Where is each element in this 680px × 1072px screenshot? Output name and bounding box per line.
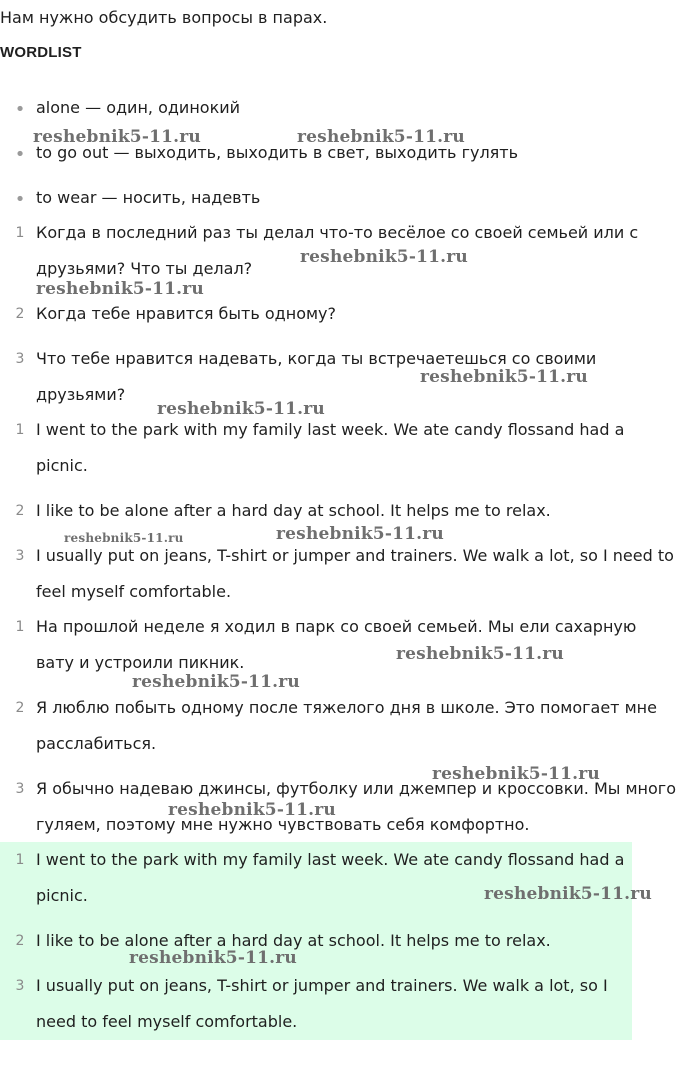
item-line: Когда в последний раз ты делал что-то весёлое со своей семьей или с <box>36 223 639 242</box>
watermark: reshebnik5-11.ru <box>396 644 564 664</box>
item-number: 1 <box>15 422 25 438</box>
item-line: Я люблю побыть одному после тяжелого дня в школе. Это помогает мне <box>36 698 657 717</box>
wordlist-item-text: to wear — носить, надевть <box>36 188 261 207</box>
item-line: picnic. <box>36 456 88 475</box>
watermark: reshebnik5-11.ru <box>276 524 444 544</box>
watermark: reshebnik5-11.ru <box>168 800 336 820</box>
item-line: вату и устроили пикник. <box>36 653 245 672</box>
item-number: 3 <box>15 548 25 564</box>
item-line: I usually put on jeans, T-shirt or jumper and trainers. We walk a lot, so I need to <box>36 546 674 565</box>
item-line: I went to the park with my family last week. We ate candy flossand had a <box>36 420 625 439</box>
watermark: reshebnik5-11.ru <box>132 672 300 692</box>
item-line: I like to be alone after a hard day at school. It helps me to relax. <box>36 931 551 950</box>
item-line: need to feel myself comfortable. <box>36 1012 298 1031</box>
item-line: Когда тебе нравится быть одному? <box>36 304 337 323</box>
wordlist-item-text: alone — один, одинокий <box>36 98 241 117</box>
watermark: reshebnik5-11.ru <box>157 399 325 419</box>
item-number: 1 <box>15 852 25 868</box>
bullet-icon: • <box>14 99 26 120</box>
bullet-icon: • <box>14 189 26 210</box>
watermark: reshebnik5-11.ru <box>484 884 652 904</box>
item-line: друзьями? <box>36 385 126 404</box>
item-number: 1 <box>15 619 25 635</box>
item-line: Я обычно надеваю джинсы, футболку или джемпер и кроссовки. Мы много <box>36 779 676 798</box>
item-number: 2 <box>15 503 25 519</box>
intro-text: Нам нужно обсудить вопросы в парах. <box>0 8 328 27</box>
item-number: 3 <box>15 351 25 367</box>
item-line: На прошлой неделе я ходил в парк со своей семьей. Мы ели сахарную <box>36 617 637 636</box>
watermark: reshebnik5-11.ru <box>36 279 204 299</box>
wordlist-item-text: to go out — выходить, выходить в свет, выходить гулять <box>36 143 519 162</box>
item-number: 2 <box>15 306 25 322</box>
watermark: reshebnik5-11.ru <box>129 948 297 968</box>
item-line: picnic. <box>36 886 88 905</box>
watermark: reshebnik5-11.ru <box>420 367 588 387</box>
item-line: I went to the park with my family last week. We ate candy flossand had a <box>36 850 625 869</box>
watermark: reshebnik5-11.ru <box>64 531 184 545</box>
item-line: I like to be alone after a hard day at school. It helps me to relax. <box>36 501 551 520</box>
watermark: reshebnik5-11.ru <box>432 764 600 784</box>
item-number: 2 <box>15 933 25 949</box>
watermark: reshebnik5-11.ru <box>297 127 465 147</box>
wordlist-heading: WORDLIST <box>0 44 82 61</box>
item-line: гуляем, поэтому мне нужно чувствовать себя комфортно. <box>36 815 530 834</box>
item-line: feel myself comfortable. <box>36 582 232 601</box>
watermark: reshebnik5-11.ru <box>33 127 201 147</box>
item-line: Что тебе нравится надевать, когда ты встречаетешься со своими <box>36 349 597 368</box>
item-line: I usually put on jeans, T-shirt or jumper and trainers. We walk a lot, so I <box>36 976 608 995</box>
item-number: 3 <box>15 781 25 797</box>
item-line: расслабиться. <box>36 734 157 753</box>
item-number: 2 <box>15 700 25 716</box>
item-number: 1 <box>15 225 25 241</box>
item-line: друзьями? Что ты делал? <box>36 259 253 278</box>
item-number: 3 <box>15 978 25 994</box>
watermark: reshebnik5-11.ru <box>300 247 468 267</box>
bullet-icon: • <box>14 144 26 165</box>
